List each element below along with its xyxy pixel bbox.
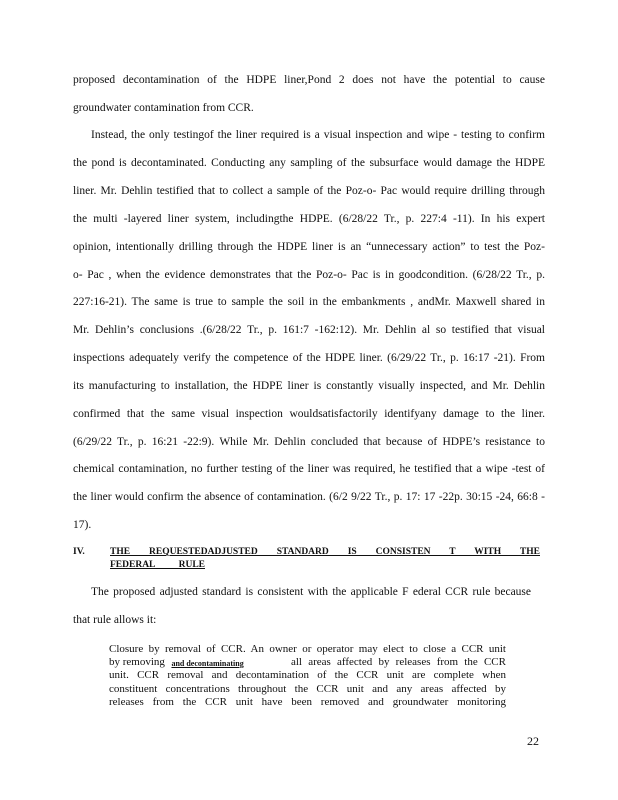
page-number: 22 xyxy=(527,734,539,748)
body-text-line: 227:16-21). The same is true to sample the soil in the embankments , andMr. Maxwell shared in xyxy=(73,296,545,308)
body-text-line: its manufacturing to installation, the HDPE liner is constantly visually inspected, and Mr. Dehlin xyxy=(73,380,545,392)
body-text-line: confirmed that the same visual inspection wouldsatisfactorily identifyany damage to the liner. xyxy=(73,408,545,420)
body-text-line: The proposed adjusted standard is consistent with the applicable F ederal CCR rule because xyxy=(91,586,531,598)
body-text-line: o- Pac , when the evidence demonstrates that the Poz-o- Pac is in goodcondition. (6/28/22 Tr., p. xyxy=(73,269,545,281)
quote-text: all areas affected by releases from the CCR xyxy=(290,656,506,668)
block-quote-line: constituent concentrations throughout the CCR unit and any areas affected by xyxy=(109,683,506,695)
body-text-line: liner. Mr. Dehlin testified that to collect a sample of the Poz-o- Pac would require drilling through xyxy=(73,185,545,197)
block-quote-line: Closure by removal of CCR. An owner or operator may elect to close a CCR unit xyxy=(109,643,506,655)
section-title-line2: FEDERAL RULE xyxy=(110,560,205,570)
body-text-line: the multi -layered liner system, includingthe HDPE. (6/28/22 Tr., p. 227:4 -11). In his expert xyxy=(73,213,545,225)
body-text-line: groundwater contamination from CCR. xyxy=(73,102,254,114)
body-text-line: (6/29/22 Tr., p. 16:21 -22:9). While Mr. Dehlin concluded that because of HDPE’s resistance to xyxy=(73,436,545,448)
quote-underlined-text: and decontaminating xyxy=(171,659,244,668)
block-quote-line: releases from the CCR unit have been removed and groundwater monitoring xyxy=(109,696,506,708)
body-text-line: 17). xyxy=(73,519,92,531)
body-text-line: that rule allows it: xyxy=(73,614,157,626)
block-quote-line xyxy=(109,656,506,670)
body-text-line: opinion, intentionally drilling through the HDPE liner is an “unnecessary action” to test the Poz- xyxy=(73,241,545,253)
body-text-line: inspections adequately verify the competence of the HDPE liner. (6/29/22 Tr., p. 16:17 -21). From xyxy=(73,352,545,364)
body-text-line: chemical contamination, no further testing of the liner was required, he testified that a wipe -test of xyxy=(73,463,545,475)
section-number: IV. xyxy=(73,547,85,557)
body-text-line: the pond is decontaminated. Conducting any sampling of the subsurface would damage the HDPE xyxy=(73,157,545,169)
quote-text: by removing xyxy=(109,656,165,668)
block-quote-line: unit. CCR removal and decontamination of the CCR unit are complete when xyxy=(109,669,506,681)
body-text-line: proposed decontamination of the HDPE liner,Pond 2 does not have the potential to cause xyxy=(73,74,545,86)
body-text-line: Instead, the only testingof the liner required is a visual inspection and wipe - testing to confirm xyxy=(91,129,545,141)
section-title-line1: THE REQUESTEDADJUSTED STANDARD IS CONSISTEN T WITH THE xyxy=(110,547,540,557)
body-text-line: Mr. Dehlin’s conclusions .(6/28/22 Tr., p. 161:7 -162:12). Mr. Dehlin al so testified that visual xyxy=(73,324,545,336)
body-text-line: the liner would confirm the absence of contamination. (6/2 9/22 Tr., p. 17: 17 -22p. 30:15 -24, 66:8 - xyxy=(73,491,545,503)
